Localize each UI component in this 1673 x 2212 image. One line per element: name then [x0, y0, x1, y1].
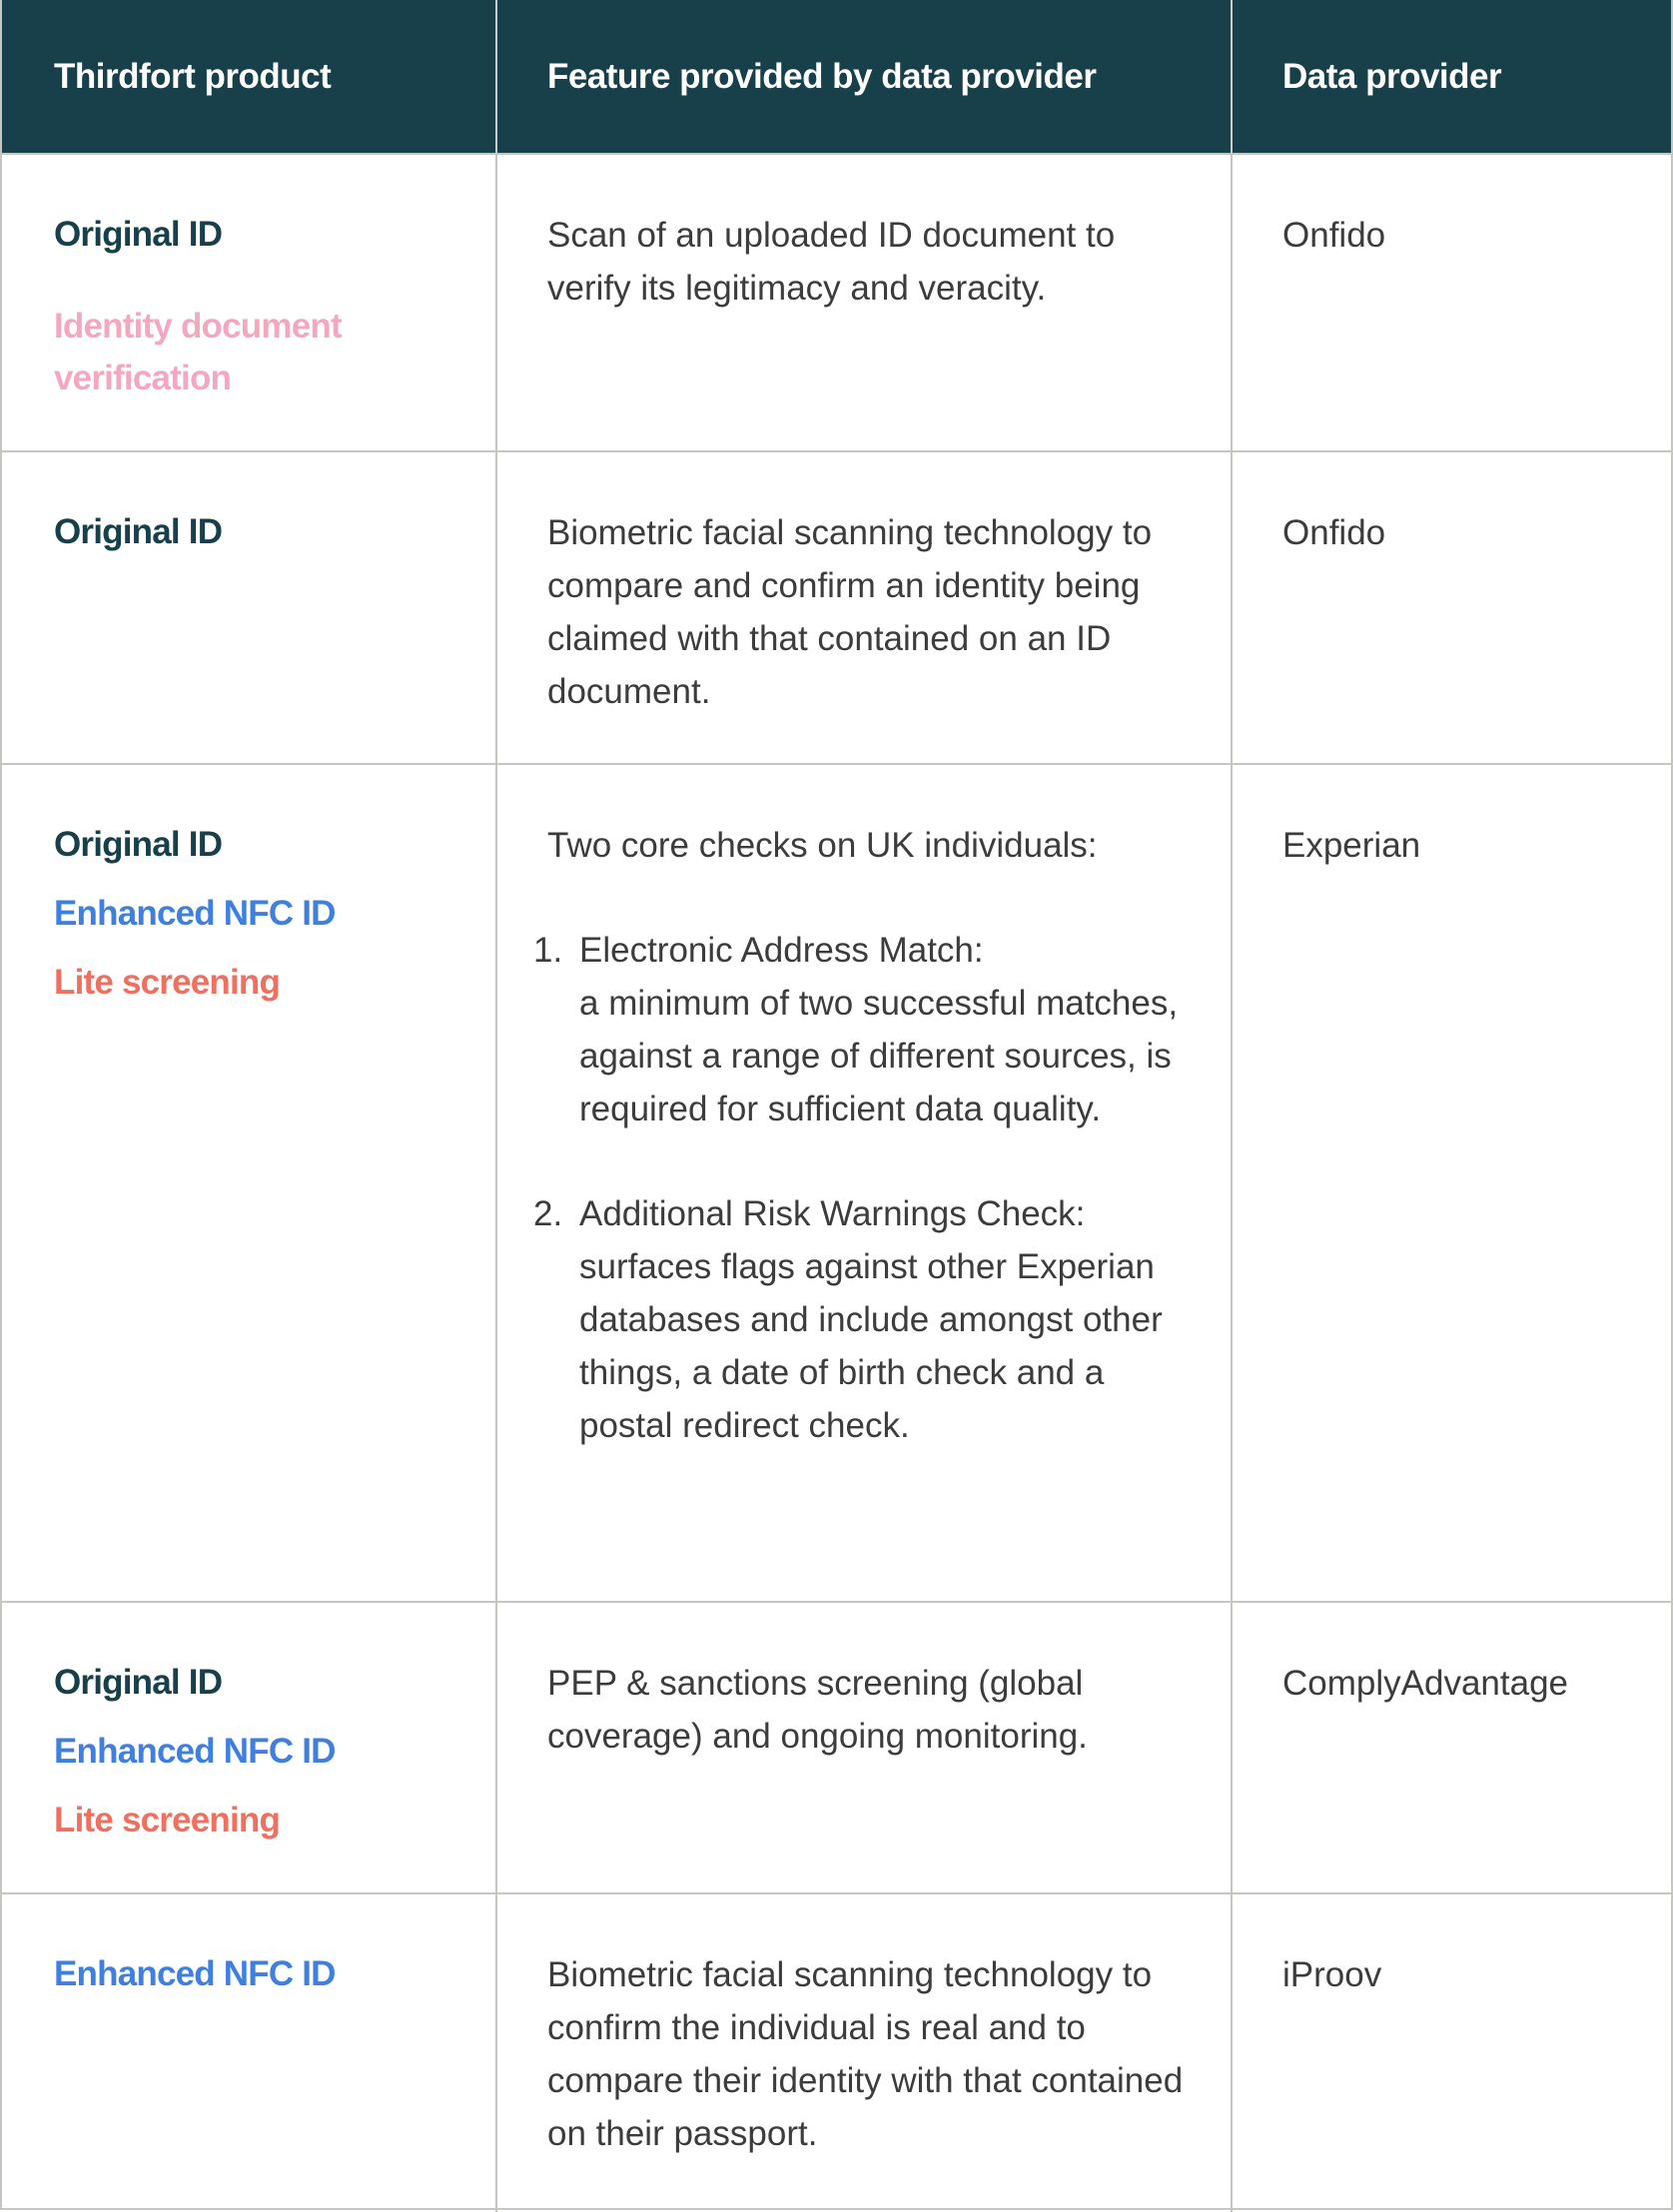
product-original-id: Original ID — [54, 512, 223, 551]
provider-name: Experian — [1282, 826, 1421, 865]
feature-text: Biometric facial scanning technology to compare and confirm an identity being claimed with that contained on an ID document. — [547, 513, 1153, 711]
product-original-id: Original ID — [54, 215, 223, 254]
header-feature: Feature provided by data provider — [495, 0, 1231, 153]
provider-cell — [1231, 452, 1671, 765]
list-item-text: surfaces flags against other Experian databases and include amongst other things, a date of birth check and a postal redirect check. — [579, 1247, 1163, 1445]
list-number: 1. — [533, 931, 563, 970]
product-original-id: Original ID — [54, 1663, 223, 1702]
feature-cell — [495, 155, 1231, 452]
provider-cell — [1231, 765, 1671, 1603]
feature-intro: Two core checks on UK individuals: — [547, 826, 1098, 865]
provider-cell — [1231, 1603, 1671, 1894]
feature-cell — [495, 1603, 1231, 1894]
product-lite-screening: Lite screening — [54, 1801, 281, 1840]
feature-list — [533, 924, 1191, 1452]
list-item-title: Additional Risk Warnings Check: — [579, 1194, 1086, 1233]
product-cell — [2, 155, 495, 452]
table-row — [2, 763, 1671, 1603]
product-cell — [2, 1894, 495, 2212]
provider-name: Onfido — [1282, 513, 1386, 552]
table-header — [2, 0, 1671, 153]
table-row — [2, 450, 1671, 765]
product-enhanced-nfc-id: Enhanced NFC ID — [54, 894, 336, 933]
feature-text: Biometric facial scanning technology to confirm the individual is real and to compare their identity with that contained on their passport. — [547, 1955, 1184, 2153]
product-identity-document-verification: Identity document verification — [54, 307, 342, 397]
header-thirdfort-product: Thirdfort product — [54, 57, 332, 96]
product-cell — [2, 452, 495, 765]
product-original-id: Original ID — [54, 825, 223, 864]
product-cell — [2, 1603, 495, 1894]
provider-name: iProov — [1282, 1955, 1382, 1994]
feature-text: PEP & sanctions screening (global coverage) and ongoing monitoring. — [547, 1664, 1088, 1756]
list-number: 2. — [533, 1194, 563, 1233]
list-item — [533, 1187, 1191, 1452]
table-row — [2, 1601, 1671, 1894]
feature-cell — [495, 452, 1231, 765]
header-data-provider: Data provider — [1231, 0, 1671, 153]
feature-cell — [495, 765, 1231, 1603]
feature-cell — [495, 1894, 1231, 2212]
product-enhanced-nfc-id: Enhanced NFC ID — [54, 1732, 336, 1771]
list-item — [533, 924, 1191, 1135]
list-item-text: a minimum of two successful matches, against a range of different sources, is required for sufficient data quality. — [579, 984, 1179, 1128]
table-row — [2, 153, 1671, 452]
provider-cell — [1231, 155, 1671, 452]
product-enhanced-nfc-id: Enhanced NFC ID — [54, 1954, 336, 1993]
provider-cell — [1231, 1894, 1671, 2212]
product-lite-screening: Lite screening — [54, 963, 281, 1002]
provider-name: Onfido — [1282, 216, 1386, 255]
provider-name: ComplyAdvantage — [1282, 1664, 1568, 1703]
list-item-title: Electronic Address Match: — [579, 931, 984, 970]
feature-text: Scan of an uploaded ID document to verify its legitimacy and veracity. — [547, 216, 1116, 308]
product-cell — [2, 765, 495, 1603]
table-row — [2, 1892, 1671, 2212]
